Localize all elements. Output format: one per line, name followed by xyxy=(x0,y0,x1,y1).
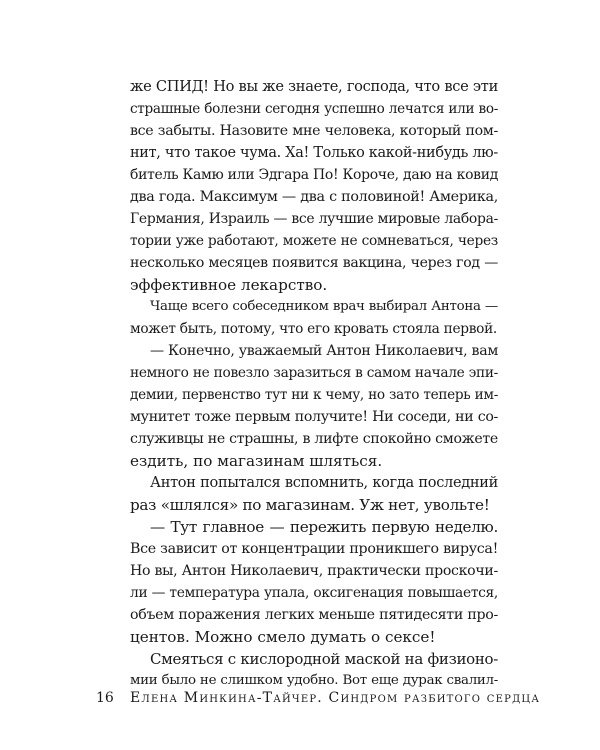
text-line: центов. Можно смело думать о сексе! xyxy=(130,628,436,646)
text-line: эффективное лекарство. xyxy=(130,276,328,294)
text-line: ли — температура упала, оксигенация повышается, xyxy=(130,585,498,601)
text-line: Все зависит от концентрации проникшего вируса! xyxy=(130,541,498,557)
text-line: два года. Максимум — два с половиной! Америка, xyxy=(130,189,498,205)
text-line: Антон попытался вспомнить, когда последний xyxy=(150,475,498,491)
text-line: немного не повезло заразиться в самом начале эпи- xyxy=(130,365,498,381)
text-line: тории уже работают, можете не сомневаться, через xyxy=(130,233,498,249)
text-line: Германия, Израиль — все лучшие мировые лабора- xyxy=(130,211,498,227)
page-footer xyxy=(0,690,600,710)
text-line: мунитет тоже первым получите! Ни соседи, ни со- xyxy=(130,409,498,425)
text-line: ездить, по магазинам шляться. xyxy=(130,452,383,470)
text-line: мии было не слишком удобно. Вот еще дурак свалил- xyxy=(130,673,498,688)
text-line: страшные болезни сегодня успешно лечатся или во- xyxy=(130,101,498,117)
page-number: 16 xyxy=(96,690,114,706)
text-line: Чаще всего собеседником врач выбирал Антона — xyxy=(150,299,498,314)
text-line: Смеяться с кислородной маской на физионо- xyxy=(150,650,498,668)
text-line: демии, первенство тут ни к чему, но зато теперь им- xyxy=(130,387,498,403)
running-head: Елена Минкина-Тайчер. Синдром разбитого сердца xyxy=(130,690,541,706)
text-line: же СПИД! Но вы же знаете, господа, что все эти xyxy=(130,78,498,95)
text-line: может быть, потому, что его кровать стояла первой. xyxy=(130,321,497,337)
text-line: нит, что такое чума. Ха! Только какой-нибудь лю- xyxy=(130,145,498,161)
text-line: все забыты. Назовите мне человека, который пом- xyxy=(130,123,498,139)
text-line: битель Камю или Эдгара По! Короче, даю на ковид xyxy=(130,167,498,183)
text-line: — Тут главное — пережить первую неделю. xyxy=(150,518,498,536)
text-line: раз «шлялся» по магазинам. Уж нет, увольте! xyxy=(130,496,490,514)
text-line: служивцы не страшны, в лифте спокойно сможете xyxy=(130,431,498,447)
text-line: Но вы, Антон Николаевич, практически проскочи- xyxy=(130,563,498,579)
text-line: — Конечно, уважаемый Антон Николаевич, вам xyxy=(150,343,498,359)
text-line: несколько месяцев появится вакцина, через год — xyxy=(130,255,498,271)
text-line: объем поражения легких меньше пятидесяти про- xyxy=(130,607,498,623)
